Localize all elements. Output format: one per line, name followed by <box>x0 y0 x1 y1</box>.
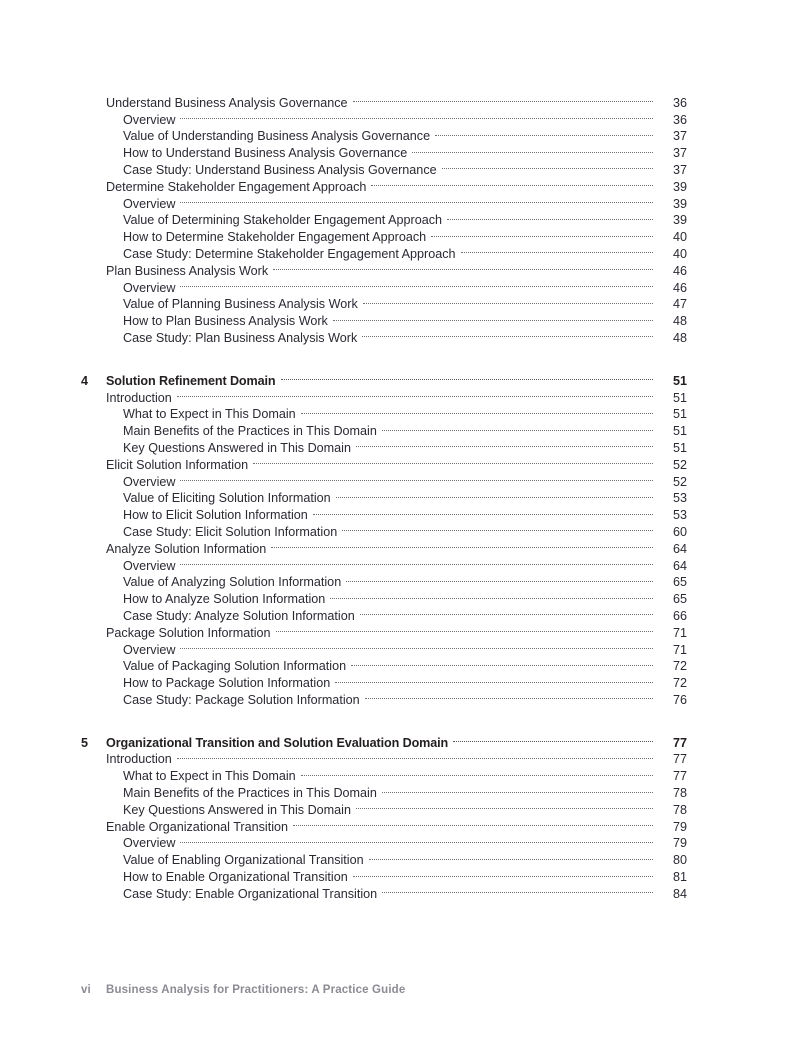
toc-entry-page-number: 39 <box>672 213 687 228</box>
toc-entry-label: Overview <box>123 642 176 657</box>
toc-entry-label: Organizational Transition and Solution Evaluation Domain <box>106 735 449 750</box>
folio-number: vi <box>81 984 91 996</box>
dot-leader <box>369 847 653 864</box>
dot-leader <box>330 586 653 603</box>
toc-entry-label: Enable Organizational Transition <box>106 819 289 834</box>
dot-leader <box>453 730 653 747</box>
toc-entry-page-number: 80 <box>672 853 687 868</box>
toc-entry-label: Main Benefits of the Practices in This Domain <box>123 424 377 439</box>
toc-entry-label: What to Expect in This Domain <box>123 407 296 422</box>
toc-entry-label: Plan Business Analysis Work <box>106 263 269 278</box>
toc-entry-label: Overview <box>123 558 176 573</box>
toc-entry-page-number: 65 <box>672 575 687 590</box>
toc-entry-label: Key Questions Answered in This Domain <box>123 440 351 455</box>
dot-leader <box>342 519 653 536</box>
dot-leader <box>353 864 653 881</box>
toc-entry-label: Case Study: Package Solution Information <box>123 692 360 707</box>
toc-entry-page-number: 51 <box>672 407 687 422</box>
toc-entry-label: Value of Determining Stakeholder Engagement Approach <box>123 213 443 228</box>
dot-leader <box>360 603 653 620</box>
toc-entry-label: Value of Eliciting Solution Information <box>123 491 331 506</box>
page-footer <box>81 984 405 996</box>
toc-entry-label: How to Plan Business Analysis Work <box>123 314 328 329</box>
toc-entry-page-number: 60 <box>672 524 687 539</box>
toc-entry-page-number: 37 <box>672 162 687 177</box>
dot-leader <box>412 140 653 157</box>
toc-entry-page-number: 64 <box>672 541 687 556</box>
toc-entry-label: Value of Packaging Solution Information <box>123 659 347 674</box>
dot-leader <box>180 831 653 848</box>
dot-leader <box>346 570 653 587</box>
toc-entry-page-number: 79 <box>672 819 687 834</box>
toc-entry-label: How to Determine Stakeholder Engagement Approach <box>123 230 427 245</box>
toc-entry-label: Case Study: Enable Organizational Transition <box>123 886 378 901</box>
dot-leader <box>363 292 653 309</box>
toc-entry-label: Case Study: Elicit Solution Information <box>123 524 338 539</box>
toc-entry-page-number: 52 <box>672 457 687 472</box>
toc-entry[interactable] <box>81 730 687 750</box>
toc-entry-page-number: 51 <box>672 373 687 388</box>
toc-entry-page-number: 72 <box>672 659 687 674</box>
dot-leader <box>271 536 653 553</box>
dot-leader <box>333 308 653 325</box>
toc-entry-page-number: 66 <box>672 608 687 623</box>
toc-entry-page-number: 81 <box>672 870 687 885</box>
toc-entry-page-number: 36 <box>672 95 687 110</box>
toc-entry-label: Package Solution Information <box>106 625 271 640</box>
toc-entry-page-number: 52 <box>672 474 687 489</box>
toc-entry-page-number: 37 <box>672 129 687 144</box>
toc-entry-label: Solution Refinement Domain <box>106 373 276 388</box>
toc-entry-label: Overview <box>123 112 176 127</box>
toc-section-block-chapter4 <box>81 368 687 707</box>
dot-leader <box>180 469 653 486</box>
dot-leader <box>276 620 653 637</box>
toc-entry-chapter-number: 5 <box>81 735 89 750</box>
toc-entry-page-number: 48 <box>672 314 687 329</box>
dot-leader <box>382 881 653 898</box>
toc-entry-label: Overview <box>123 836 176 851</box>
toc-entry-label: Analyze Solution Information <box>106 541 267 556</box>
dot-leader <box>180 107 653 124</box>
toc-entry-page-number: 79 <box>672 836 687 851</box>
toc-entry-label: Value of Enabling Organizational Transition <box>123 853 364 868</box>
table-of-contents <box>81 90 687 901</box>
toc-entry-page-number: 65 <box>672 592 687 607</box>
toc-entry-label: Value of Analyzing Solution Information <box>123 575 342 590</box>
toc-entry-label: Case Study: Plan Business Analysis Work <box>123 330 358 345</box>
toc-entry-page-number: 48 <box>672 330 687 345</box>
toc-entry-page-number: 40 <box>672 246 687 261</box>
dot-leader <box>431 224 653 241</box>
toc-entry-page-number: 51 <box>672 390 687 405</box>
toc-entry-label: How to Elicit Solution Information <box>123 508 308 523</box>
toc-entry-label: Value of Planning Business Analysis Work <box>123 297 358 312</box>
toc-entry-label: Understand Business Analysis Governance <box>106 95 348 110</box>
dot-leader <box>365 687 653 704</box>
dot-leader <box>293 814 653 831</box>
footer-book-title: Business Analysis for Practitioners: A Practice Guide <box>106 984 406 996</box>
dot-leader <box>177 385 653 402</box>
toc-entry-page-number: 46 <box>672 263 687 278</box>
toc-entry-label: Overview <box>123 474 176 489</box>
toc-entry-label: Key Questions Answered in This Domain <box>123 802 351 817</box>
dot-leader <box>435 124 653 141</box>
toc-entry-label: Determine Stakeholder Engagement Approach <box>106 179 367 194</box>
dot-leader <box>351 654 653 671</box>
dot-leader <box>180 275 653 292</box>
toc-entry-label: What to Expect in This Domain <box>123 769 296 784</box>
dot-leader <box>313 502 653 519</box>
toc-entry-page-number: 47 <box>672 297 687 312</box>
toc-entry-page-number: 51 <box>672 440 687 455</box>
toc-entry-label: Overview <box>123 196 176 211</box>
toc-entry-page-number: 40 <box>672 230 687 245</box>
dot-leader <box>335 670 653 687</box>
dot-leader <box>180 191 653 208</box>
toc-entry-label: Introduction <box>106 752 172 767</box>
toc-entry-label: Value of Understanding Business Analysis Governance <box>123 129 431 144</box>
toc-entry-label: Elicit Solution Information <box>106 457 249 472</box>
toc-entry-page-number: 84 <box>672 886 687 901</box>
toc-entry-page-number: 76 <box>672 692 687 707</box>
toc-entry[interactable] <box>81 90 687 110</box>
toc-entry-label: Overview <box>123 280 176 295</box>
dot-leader <box>177 747 653 764</box>
toc-entry-page-number: 78 <box>672 802 687 817</box>
dot-leader <box>180 553 653 570</box>
toc-entry-label: How to Package Solution Information <box>123 676 331 691</box>
dot-leader <box>362 325 653 342</box>
dot-leader <box>253 452 653 469</box>
dot-leader <box>301 763 653 780</box>
toc-entry-label: How to Analyze Solution Information <box>123 592 326 607</box>
dot-leader <box>273 258 653 275</box>
dot-leader <box>356 797 653 814</box>
dot-leader <box>356 435 653 452</box>
toc-entry-label: How to Enable Organizational Transition <box>123 870 348 885</box>
toc-entry-label: Case Study: Analyze Solution Information <box>123 608 355 623</box>
toc-entry-label: Main Benefits of the Practices in This Domain <box>123 786 377 801</box>
toc-entry-page-number: 39 <box>672 196 687 211</box>
dot-leader <box>382 418 653 435</box>
dot-leader <box>336 486 653 503</box>
dot-leader <box>442 157 653 174</box>
toc-entry-label: Introduction <box>106 390 172 405</box>
dot-leader <box>461 241 653 258</box>
toc-section-block-chapter5 <box>81 730 687 901</box>
dot-leader <box>301 402 653 419</box>
toc-entry-page-number: 39 <box>672 179 687 194</box>
toc-entry-page-number: 46 <box>672 280 687 295</box>
toc-entry-label: How to Understand Business Analysis Governance <box>123 146 408 161</box>
dot-leader <box>180 637 653 654</box>
toc-entry-page-number: 37 <box>672 146 687 161</box>
dot-leader <box>371 174 653 191</box>
toc-entry-page-number: 53 <box>672 491 687 506</box>
toc-entry-page-number: 77 <box>672 752 687 767</box>
toc-entry-chapter-number: 4 <box>81 373 89 388</box>
dot-leader <box>353 90 653 107</box>
toc-entry-page-number: 51 <box>672 424 687 439</box>
toc-section-block-continued-chapter3 <box>81 90 687 345</box>
dot-leader <box>281 368 653 385</box>
toc-entry-page-number: 36 <box>672 112 687 127</box>
toc-entry-label: Case Study: Determine Stakeholder Engagement Approach <box>123 246 456 261</box>
toc-entry-label: Case Study: Understand Business Analysis Governance <box>123 162 437 177</box>
dot-leader <box>447 208 653 225</box>
toc-entry-page-number: 71 <box>672 642 687 657</box>
toc-entry[interactable] <box>81 368 687 388</box>
toc-entry-page-number: 78 <box>672 786 687 801</box>
toc-entry-page-number: 64 <box>672 558 687 573</box>
toc-entry-page-number: 77 <box>672 769 687 784</box>
toc-entry-page-number: 71 <box>672 625 687 640</box>
toc-entry-page-number: 77 <box>672 735 687 750</box>
toc-entry-page-number: 53 <box>672 508 687 523</box>
dot-leader <box>382 780 653 797</box>
toc-entry-page-number: 72 <box>672 676 687 691</box>
